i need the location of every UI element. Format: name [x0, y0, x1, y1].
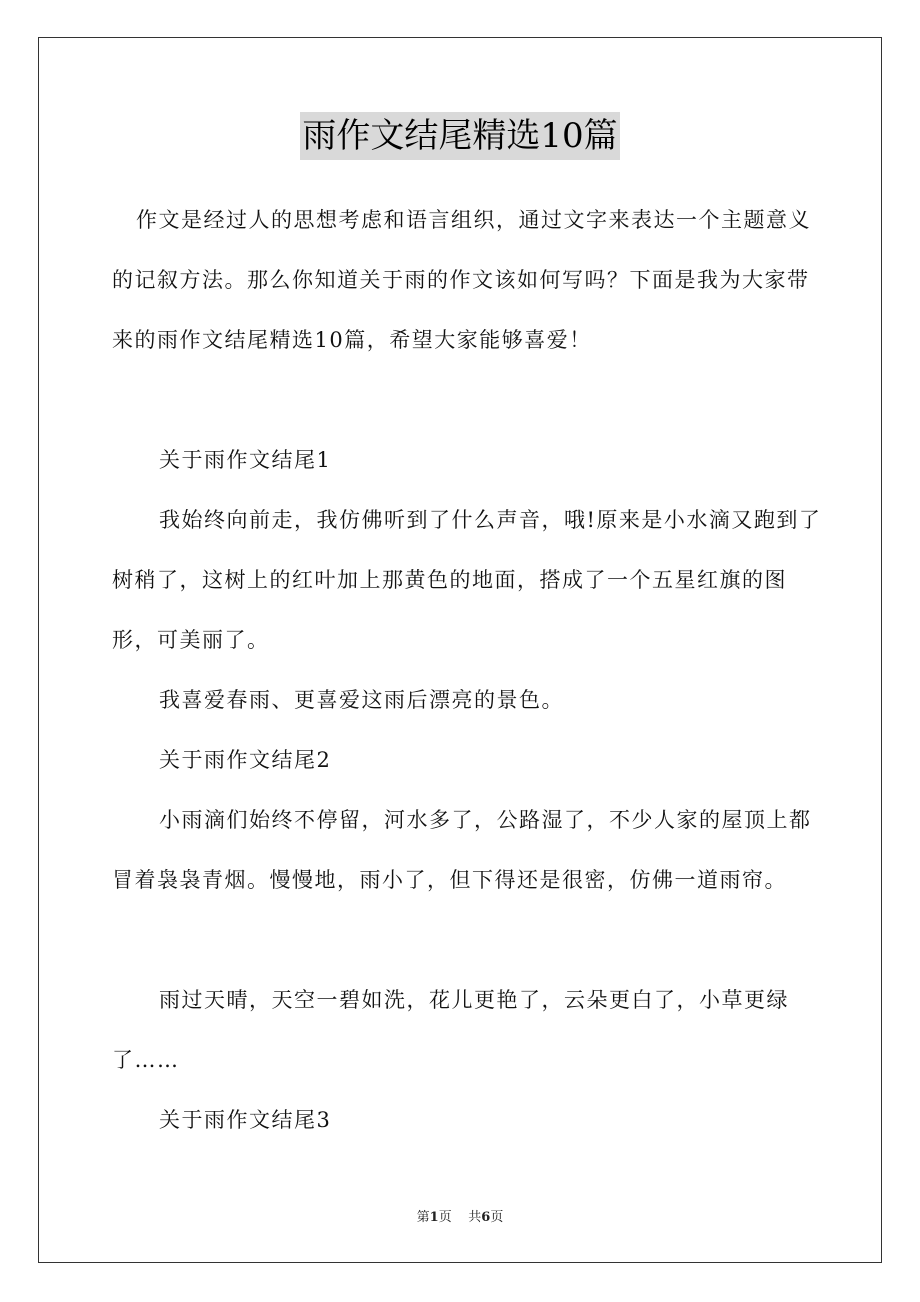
section-heading-2: 关于雨作文结尾2 [159, 748, 332, 772]
section-2-paragraph-2: 雨过天晴，天空一碧如洗，花儿更艳了，云朵更白了，小草更绿了…… [112, 988, 789, 1072]
page-unit: 页 [438, 1210, 452, 1225]
section-heading-1: 关于雨作文结尾1 [159, 448, 332, 472]
total-unit: 页 [490, 1210, 504, 1225]
section-heading-3: 关于雨作文结尾3 [159, 1108, 332, 1132]
document-title: 雨作文结尾精选10篇 [300, 112, 619, 160]
document-body [112, 190, 822, 1150]
spacer [112, 910, 822, 970]
title-container [0, 112, 920, 160]
section-2-paragraph-1: 小雨滴们始终不停留，河水多了，公路湿了，不少人家的屋顶上都冒着袅袅青烟。慢慢地，雨小了，但下得还是很密，仿佛一道雨帘。 [112, 808, 812, 892]
total-pages-number: 6 [481, 1210, 491, 1225]
section-1-paragraph-2: 我喜爱春雨、更喜爱这雨后漂亮的景色。 [159, 688, 564, 712]
current-page-number: 1 [429, 1210, 439, 1225]
page-prefix: 第 [416, 1210, 430, 1225]
total-prefix: 共 [468, 1210, 482, 1225]
intro-paragraph: 作文是经过人的思想考虑和语言组织，通过文字来表达一个主题意义的记叙方法。那么你知道关于雨的作文该如何写吗？下面是我为大家带来的雨作文结尾精选10篇，希望大家能够喜爱！ [112, 208, 811, 352]
spacer [112, 370, 822, 430]
section-1-paragraph-1: 我始终向前走，我仿佛听到了什么声音，哦!原来是小水滴又跑到了树稍了，这树上的红叶加上那黄色的地面，搭成了一个五星红旗的图形，可美丽了。 [112, 508, 822, 652]
page-footer [0, 1206, 920, 1225]
